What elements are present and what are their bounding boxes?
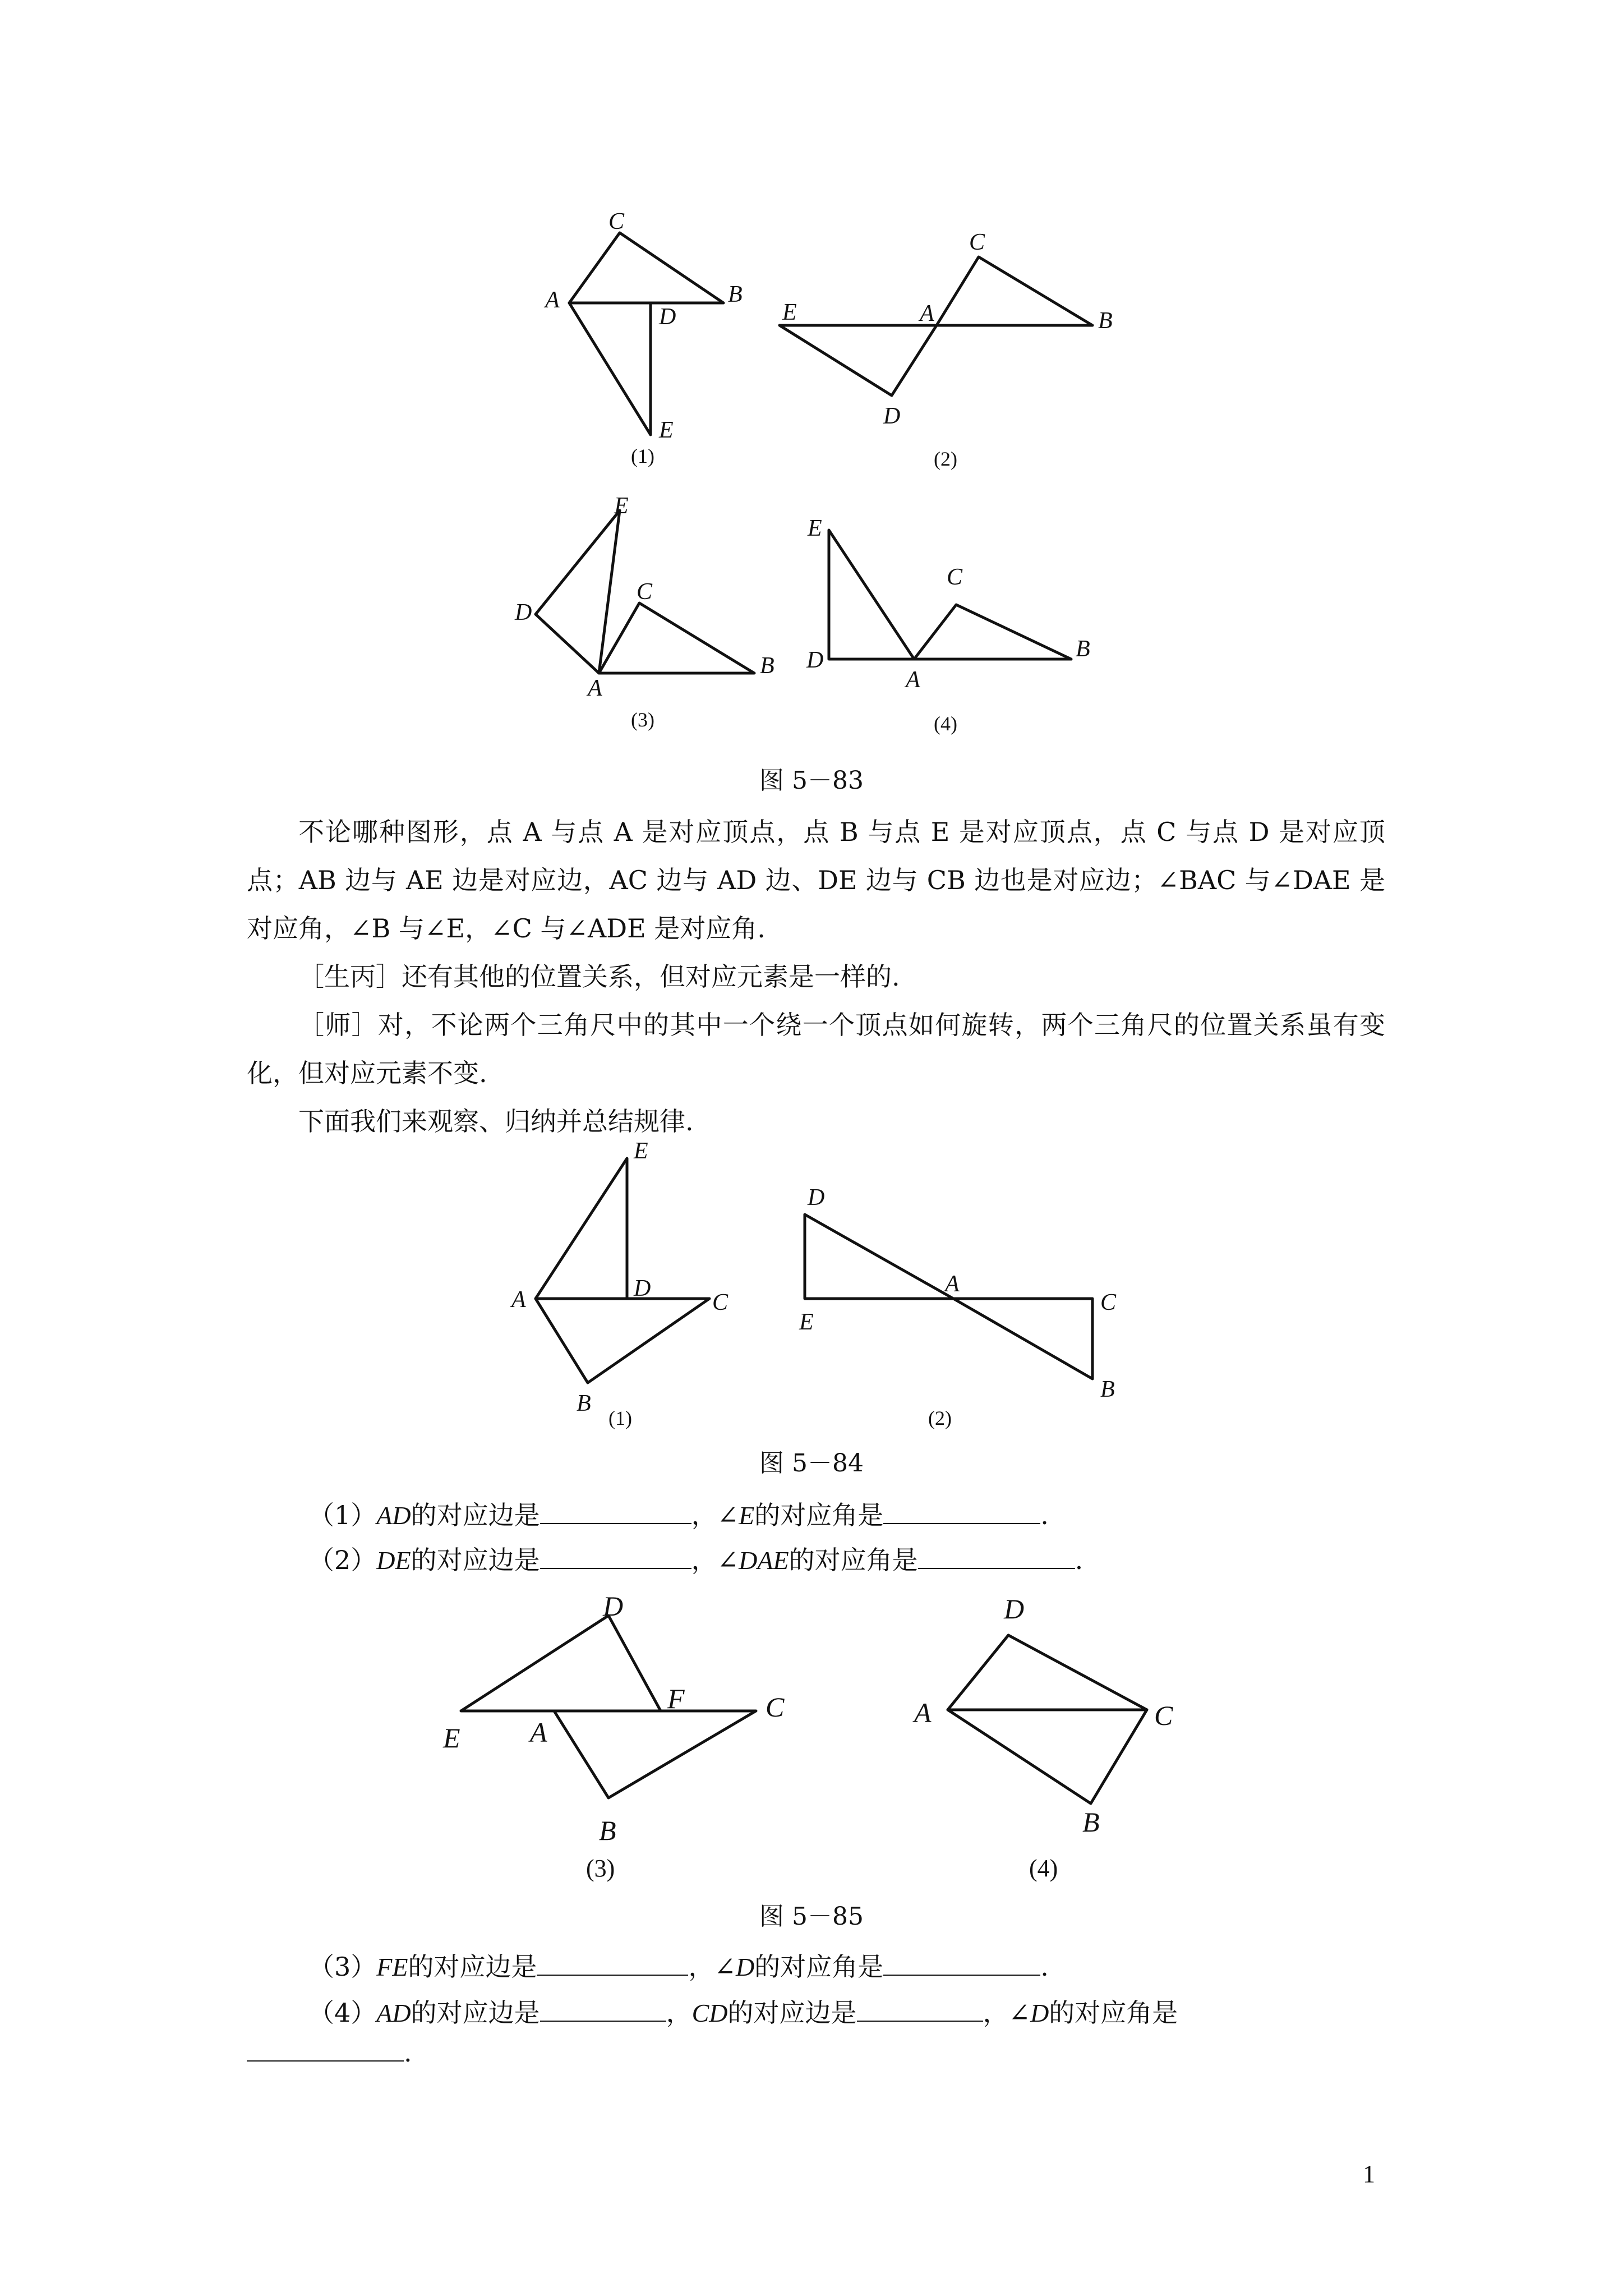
label-c: C bbox=[969, 229, 985, 255]
paragraph-summary: 下面我们来观察、归纳并总结规律. bbox=[298, 1106, 694, 1137]
triangle-def-85-3 bbox=[461, 1616, 661, 1711]
label-e: E bbox=[782, 300, 797, 325]
subfig-label: (3) bbox=[631, 708, 654, 731]
label-a: A bbox=[945, 1271, 960, 1297]
label-a: A bbox=[588, 675, 602, 701]
label-a: A bbox=[906, 667, 920, 693]
label-d: D bbox=[634, 1276, 651, 1301]
label-e: E bbox=[634, 1138, 648, 1164]
figure-caption-5-84: 图 5－84 bbox=[759, 1449, 864, 1478]
label-a: A bbox=[530, 1717, 547, 1748]
label-d: D bbox=[659, 304, 676, 330]
label-d: D bbox=[603, 1590, 624, 1622]
triangle-acb-85-3 bbox=[554, 1711, 756, 1798]
label-e: E bbox=[614, 493, 629, 519]
label-b: B bbox=[1076, 636, 1090, 662]
subfig-label: (3) bbox=[586, 1855, 615, 1882]
label-a: A bbox=[511, 1287, 526, 1313]
label-f: F bbox=[667, 1683, 685, 1714]
label-c: C bbox=[608, 209, 625, 234]
subfig-label: (2) bbox=[934, 448, 957, 470]
subfig-label: (4) bbox=[934, 712, 957, 735]
label-d: D bbox=[806, 647, 824, 673]
label-a: A bbox=[545, 287, 560, 313]
paragraph-correspondence: 不论哪种图形，点 A 与点 A 是对应顶点，点 B 与点 E 是对应顶点，点 C 与点 D 是对应顶点；AB 边与 AE 边是对应边，AC 边与 AD 边、DE 边与 CB 边也是对应边；∠BAC 与∠DAE 是对应角，∠B 与∠E，∠C 与∠ADE 是对应角. bbox=[247, 817, 1385, 944]
question-4: （4）AD的对应边是 ，CD的对应边是 ，∠D的对应角是 bbox=[308, 1998, 1178, 2028]
label-b: B bbox=[599, 1815, 616, 1846]
triangle-adc-85-4 bbox=[948, 1635, 1147, 1710]
label-a: A bbox=[920, 301, 934, 326]
label-b: B bbox=[760, 653, 774, 679]
label-b: B bbox=[577, 1391, 591, 1416]
subfig-label: (1) bbox=[608, 1407, 632, 1429]
label-d: D bbox=[1004, 1593, 1025, 1625]
label-c: C bbox=[1100, 1290, 1117, 1315]
paragraph-teacher: ［师］对，不论两个三角尺中的其中一个绕一个顶点如何旋转，两个三角尺的位置关系虽有变化，但对应元素不变. bbox=[247, 1010, 1385, 1088]
question-3: （3）FE的对应边是 ，∠D的对应角是 . bbox=[308, 1952, 1049, 1982]
label-e: E bbox=[799, 1309, 814, 1335]
label-e: E bbox=[808, 516, 822, 541]
answer-blank[interactable] bbox=[883, 1952, 1040, 1976]
subfig-label: (1) bbox=[631, 445, 654, 467]
label-c: C bbox=[766, 1691, 785, 1723]
figure-caption-5-85: 图 5－85 bbox=[759, 1902, 864, 1931]
label-c: C bbox=[1154, 1700, 1173, 1731]
question-2: （2）DE的对应边是 ，∠DAE的对应角是 . bbox=[308, 1545, 1083, 1575]
figure-caption-5-83: 图 5－83 bbox=[759, 766, 864, 795]
label-b: B bbox=[1100, 1377, 1115, 1402]
label-c: C bbox=[947, 564, 963, 590]
label-e: E bbox=[443, 1722, 460, 1754]
label-b: B bbox=[1098, 308, 1113, 334]
label-d: D bbox=[883, 403, 901, 429]
question-4-continuation: . bbox=[247, 2037, 412, 2068]
answer-blank[interactable] bbox=[537, 1952, 688, 1976]
answer-blank[interactable] bbox=[540, 1998, 666, 2022]
label-a: A bbox=[914, 1697, 932, 1728]
label-c: C bbox=[637, 579, 653, 605]
label-b: B bbox=[1082, 1806, 1100, 1838]
answer-blank[interactable] bbox=[857, 1998, 983, 2022]
page-number: 1 bbox=[1363, 2160, 1375, 2188]
question-1: （1）AD的对应边是 ，∠E的对应角是 . bbox=[308, 1500, 1049, 1530]
label-d: D bbox=[515, 600, 532, 625]
label-e: E bbox=[659, 417, 674, 443]
paragraph-student-bing: ［生丙］还有其他的位置关系，但对应元素是一样的. bbox=[298, 961, 900, 992]
subfig-label: (4) bbox=[1029, 1855, 1058, 1882]
label-b: B bbox=[728, 282, 743, 307]
answer-blank[interactable] bbox=[247, 2038, 404, 2062]
subfig-label: (2) bbox=[928, 1407, 952, 1429]
triangle-acb-85-4 bbox=[948, 1710, 1147, 1803]
label-c: C bbox=[712, 1290, 728, 1315]
label-d: D bbox=[808, 1185, 825, 1211]
